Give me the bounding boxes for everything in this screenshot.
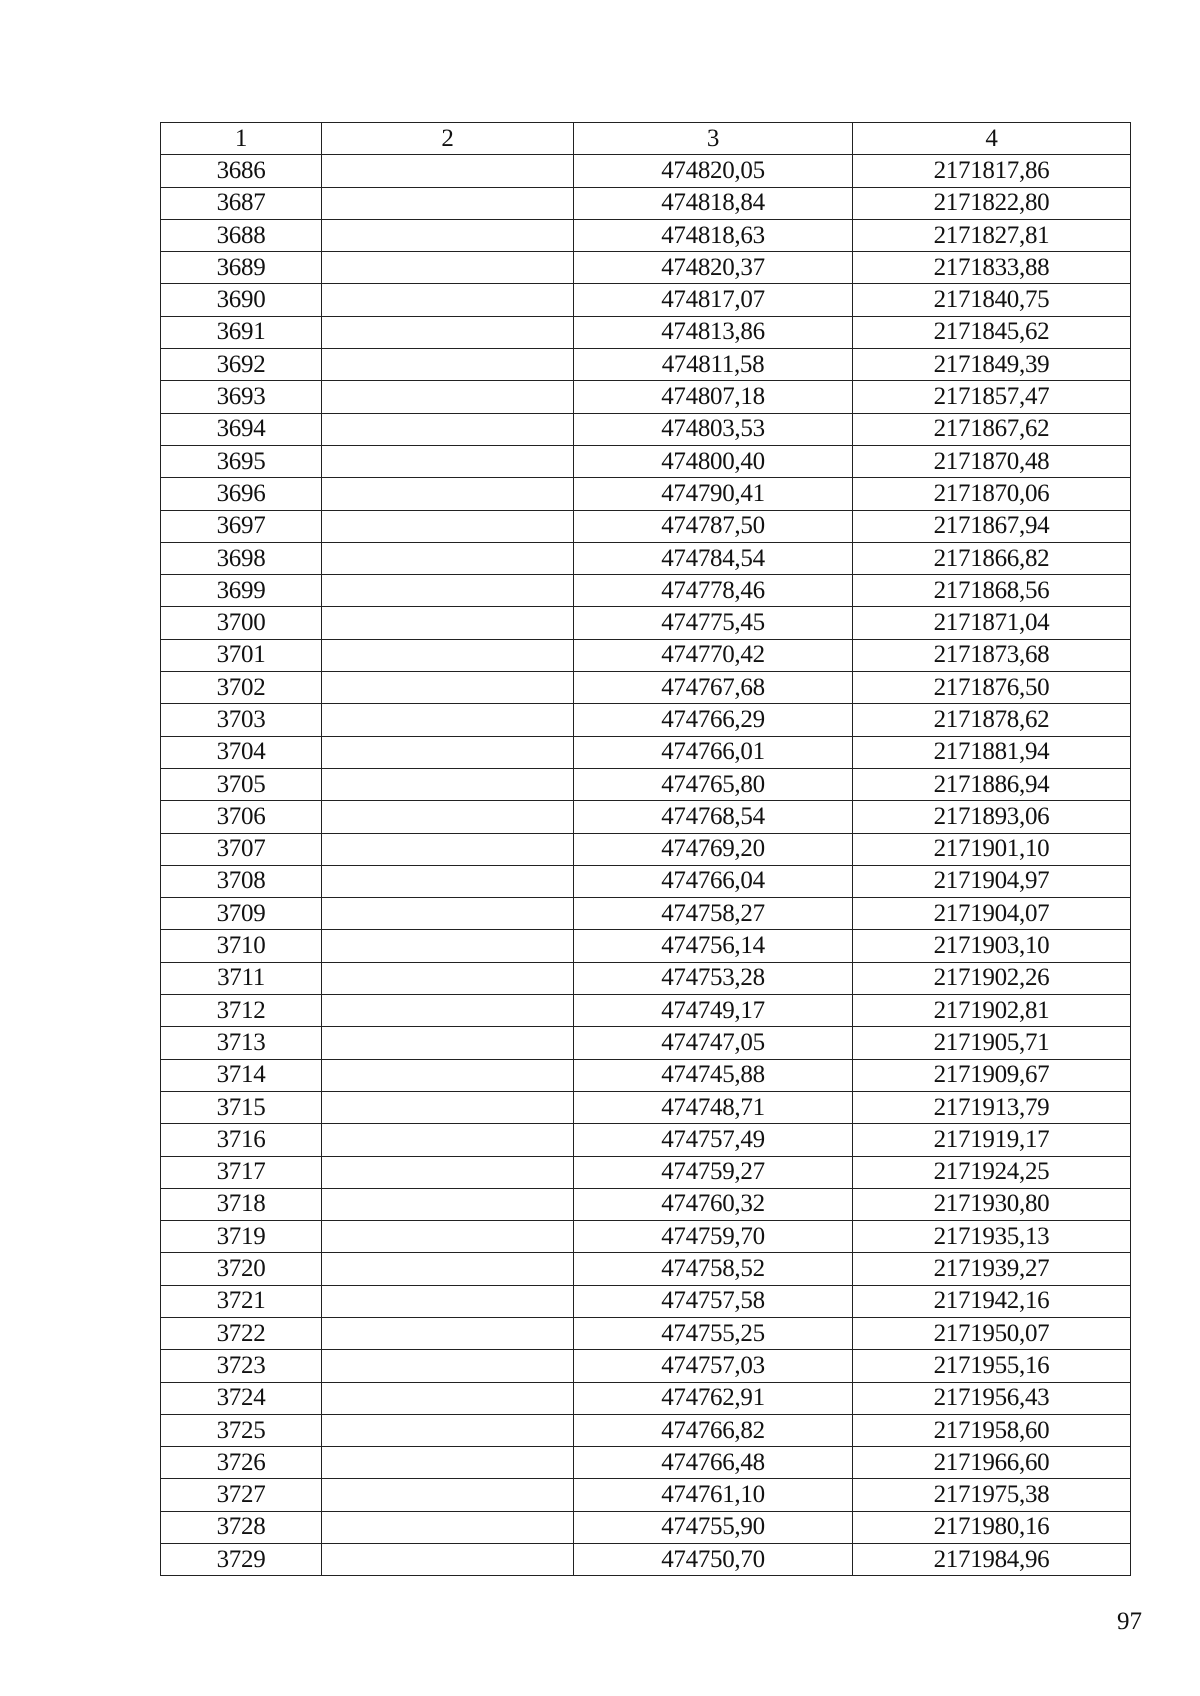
point-number-cell: 3701 [161, 639, 322, 671]
y-coordinate-cell: 2171955,16 [853, 1350, 1131, 1382]
x-coordinate-cell: 474767,68 [574, 672, 853, 704]
point-number-cell: 3697 [161, 510, 322, 542]
point-number-cell: 3702 [161, 672, 322, 704]
y-coordinate-cell: 2171893,06 [853, 801, 1131, 833]
x-coordinate-cell: 474811,58 [574, 349, 853, 381]
empty-cell [322, 607, 574, 639]
table-row [161, 413, 1131, 445]
point-number-cell: 3687 [161, 187, 322, 219]
y-coordinate-cell: 2171975,38 [853, 1479, 1131, 1511]
empty-cell [322, 413, 574, 445]
point-number-cell: 3694 [161, 413, 322, 445]
column-header-4: 4 [853, 123, 1131, 155]
empty-cell [322, 1350, 574, 1382]
table-row [161, 1414, 1131, 1446]
table-header-row [161, 123, 1131, 155]
y-coordinate-cell: 2171958,60 [853, 1414, 1131, 1446]
x-coordinate-cell: 474755,25 [574, 1317, 853, 1349]
point-number-cell: 3727 [161, 1479, 322, 1511]
x-coordinate-cell: 474759,27 [574, 1156, 853, 1188]
table-row [161, 219, 1131, 251]
y-coordinate-cell: 2171867,94 [853, 510, 1131, 542]
y-coordinate-cell: 2171868,56 [853, 575, 1131, 607]
empty-cell [322, 865, 574, 897]
table-row [161, 252, 1131, 284]
point-number-cell: 3714 [161, 1059, 322, 1091]
x-coordinate-cell: 474758,52 [574, 1253, 853, 1285]
table-row [161, 1027, 1131, 1059]
point-number-cell: 3717 [161, 1156, 322, 1188]
empty-cell [322, 381, 574, 413]
empty-cell [322, 1285, 574, 1317]
point-number-cell: 3710 [161, 930, 322, 962]
point-number-cell: 3699 [161, 575, 322, 607]
x-coordinate-cell: 474745,88 [574, 1059, 853, 1091]
empty-cell [322, 1027, 574, 1059]
x-coordinate-cell: 474813,86 [574, 316, 853, 348]
empty-cell [322, 478, 574, 510]
empty-cell [322, 316, 574, 348]
x-coordinate-cell: 474758,27 [574, 898, 853, 930]
point-number-cell: 3723 [161, 1350, 322, 1382]
x-coordinate-cell: 474757,03 [574, 1350, 853, 1382]
y-coordinate-cell: 2171904,07 [853, 898, 1131, 930]
y-coordinate-cell: 2171950,07 [853, 1317, 1131, 1349]
y-coordinate-cell: 2171939,27 [853, 1253, 1131, 1285]
x-coordinate-cell: 474749,17 [574, 995, 853, 1027]
point-number-cell: 3721 [161, 1285, 322, 1317]
y-coordinate-cell: 2171867,62 [853, 413, 1131, 445]
empty-cell [322, 1059, 574, 1091]
table-row [161, 1285, 1131, 1317]
table-row [161, 736, 1131, 768]
y-coordinate-cell: 2171913,79 [853, 1091, 1131, 1123]
x-coordinate-cell: 474800,40 [574, 445, 853, 477]
x-coordinate-cell: 474753,28 [574, 962, 853, 994]
x-coordinate-cell: 474778,46 [574, 575, 853, 607]
x-coordinate-cell: 474748,71 [574, 1091, 853, 1123]
empty-cell [322, 284, 574, 316]
empty-cell [322, 930, 574, 962]
empty-cell [322, 1447, 574, 1479]
table-row [161, 155, 1131, 187]
x-coordinate-cell: 474807,18 [574, 381, 853, 413]
table-row [161, 1479, 1131, 1511]
x-coordinate-cell: 474803,53 [574, 413, 853, 445]
point-number-cell: 3728 [161, 1511, 322, 1543]
y-coordinate-cell: 2171870,48 [853, 445, 1131, 477]
y-coordinate-cell: 2171902,81 [853, 995, 1131, 1027]
empty-cell [322, 1188, 574, 1220]
table-row [161, 801, 1131, 833]
point-number-cell: 3706 [161, 801, 322, 833]
y-coordinate-cell: 2171878,62 [853, 704, 1131, 736]
x-coordinate-cell: 474761,10 [574, 1479, 853, 1511]
y-coordinate-cell: 2171919,17 [853, 1124, 1131, 1156]
empty-cell [322, 1382, 574, 1414]
empty-cell [322, 155, 574, 187]
y-coordinate-cell: 2171881,94 [853, 736, 1131, 768]
empty-cell [322, 1479, 574, 1511]
x-coordinate-cell: 474784,54 [574, 542, 853, 574]
y-coordinate-cell: 2171873,68 [853, 639, 1131, 671]
point-number-cell: 3704 [161, 736, 322, 768]
point-number-cell: 3703 [161, 704, 322, 736]
empty-cell [322, 349, 574, 381]
table-row [161, 381, 1131, 413]
table-row [161, 995, 1131, 1027]
column-header-1: 1 [161, 123, 322, 155]
empty-cell [322, 1124, 574, 1156]
y-coordinate-cell: 2171833,88 [853, 252, 1131, 284]
empty-cell [322, 736, 574, 768]
point-number-cell: 3705 [161, 768, 322, 800]
y-coordinate-cell: 2171956,43 [853, 1382, 1131, 1414]
point-number-cell: 3720 [161, 1253, 322, 1285]
point-number-cell: 3696 [161, 478, 322, 510]
table-row [161, 1511, 1131, 1543]
empty-cell [322, 672, 574, 704]
y-coordinate-cell: 2171886,94 [853, 768, 1131, 800]
y-coordinate-cell: 2171980,16 [853, 1511, 1131, 1543]
table-row [161, 316, 1131, 348]
empty-cell [322, 639, 574, 671]
x-coordinate-cell: 474770,42 [574, 639, 853, 671]
x-coordinate-cell: 474818,84 [574, 187, 853, 219]
y-coordinate-cell: 2171902,26 [853, 962, 1131, 994]
y-coordinate-cell: 2171817,86 [853, 155, 1131, 187]
point-number-cell: 3726 [161, 1447, 322, 1479]
empty-cell [322, 575, 574, 607]
x-coordinate-cell: 474760,32 [574, 1188, 853, 1220]
y-coordinate-cell: 2171966,60 [853, 1447, 1131, 1479]
point-number-cell: 3700 [161, 607, 322, 639]
table-row [161, 349, 1131, 381]
empty-cell [322, 252, 574, 284]
point-number-cell: 3692 [161, 349, 322, 381]
y-coordinate-cell: 2171849,39 [853, 349, 1131, 381]
y-coordinate-cell: 2171930,80 [853, 1188, 1131, 1220]
empty-cell [322, 768, 574, 800]
y-coordinate-cell: 2171870,06 [853, 478, 1131, 510]
table-row [161, 1059, 1131, 1091]
table-row [161, 1253, 1131, 1285]
table-row [161, 930, 1131, 962]
table-row [161, 1221, 1131, 1253]
point-number-cell: 3722 [161, 1317, 322, 1349]
table-body [161, 123, 1131, 1576]
empty-cell [322, 1317, 574, 1349]
y-coordinate-cell: 2171984,96 [853, 1544, 1131, 1576]
point-number-cell: 3709 [161, 898, 322, 930]
column-header-3: 3 [574, 123, 853, 155]
empty-cell [322, 510, 574, 542]
y-coordinate-cell: 2171857,47 [853, 381, 1131, 413]
empty-cell [322, 1156, 574, 1188]
x-coordinate-cell: 474757,58 [574, 1285, 853, 1317]
empty-cell [322, 445, 574, 477]
x-coordinate-cell: 474759,70 [574, 1221, 853, 1253]
point-number-cell: 3698 [161, 542, 322, 574]
x-coordinate-cell: 474765,80 [574, 768, 853, 800]
x-coordinate-cell: 474766,01 [574, 736, 853, 768]
x-coordinate-cell: 474818,63 [574, 219, 853, 251]
table-row [161, 1544, 1131, 1576]
table-row [161, 1156, 1131, 1188]
y-coordinate-cell: 2171924,25 [853, 1156, 1131, 1188]
table-row [161, 768, 1131, 800]
x-coordinate-cell: 474766,48 [574, 1447, 853, 1479]
x-coordinate-cell: 474747,05 [574, 1027, 853, 1059]
table-row [161, 1091, 1131, 1123]
x-coordinate-cell: 474756,14 [574, 930, 853, 962]
empty-cell [322, 1511, 574, 1543]
x-coordinate-cell: 474766,29 [574, 704, 853, 736]
x-coordinate-cell: 474820,05 [574, 155, 853, 187]
table-row [161, 510, 1131, 542]
point-number-cell: 3707 [161, 833, 322, 865]
empty-cell [322, 704, 574, 736]
point-number-cell: 3688 [161, 219, 322, 251]
x-coordinate-cell: 474769,20 [574, 833, 853, 865]
x-coordinate-cell: 474755,90 [574, 1511, 853, 1543]
empty-cell [322, 187, 574, 219]
empty-cell [322, 1414, 574, 1446]
table-row [161, 478, 1131, 510]
table-row [161, 704, 1131, 736]
x-coordinate-cell: 474775,45 [574, 607, 853, 639]
empty-cell [322, 542, 574, 574]
x-coordinate-cell: 474817,07 [574, 284, 853, 316]
table-row [161, 1447, 1131, 1479]
table-row [161, 445, 1131, 477]
x-coordinate-cell: 474762,91 [574, 1382, 853, 1414]
point-number-cell: 3715 [161, 1091, 322, 1123]
y-coordinate-cell: 2171905,71 [853, 1027, 1131, 1059]
table-row [161, 639, 1131, 671]
table-row [161, 187, 1131, 219]
y-coordinate-cell: 2171904,97 [853, 865, 1131, 897]
empty-cell [322, 962, 574, 994]
table-row [161, 284, 1131, 316]
empty-cell [322, 1221, 574, 1253]
point-number-cell: 3689 [161, 252, 322, 284]
table-row [161, 1317, 1131, 1349]
y-coordinate-cell: 2171845,62 [853, 316, 1131, 348]
table-row [161, 672, 1131, 704]
y-coordinate-cell: 2171827,81 [853, 219, 1131, 251]
x-coordinate-cell: 474757,49 [574, 1124, 853, 1156]
x-coordinate-cell: 474766,82 [574, 1414, 853, 1446]
y-coordinate-cell: 2171942,16 [853, 1285, 1131, 1317]
point-number-cell: 3716 [161, 1124, 322, 1156]
point-number-cell: 3718 [161, 1188, 322, 1220]
y-coordinate-cell: 2171840,75 [853, 284, 1131, 316]
y-coordinate-cell: 2171876,50 [853, 672, 1131, 704]
point-number-cell: 3708 [161, 865, 322, 897]
point-number-cell: 3725 [161, 1414, 322, 1446]
y-coordinate-cell: 2171935,13 [853, 1221, 1131, 1253]
point-number-cell: 3724 [161, 1382, 322, 1414]
point-number-cell: 3711 [161, 962, 322, 994]
y-coordinate-cell: 2171871,04 [853, 607, 1131, 639]
point-number-cell: 3690 [161, 284, 322, 316]
table-row [161, 898, 1131, 930]
empty-cell [322, 1544, 574, 1576]
table-row [161, 1350, 1131, 1382]
coordinates-table [160, 122, 1131, 1576]
point-number-cell: 3712 [161, 995, 322, 1027]
x-coordinate-cell: 474768,54 [574, 801, 853, 833]
table-row [161, 1188, 1131, 1220]
table-row [161, 1382, 1131, 1414]
point-number-cell: 3695 [161, 445, 322, 477]
point-number-cell: 3691 [161, 316, 322, 348]
empty-cell [322, 801, 574, 833]
table-row [161, 575, 1131, 607]
table-row [161, 962, 1131, 994]
column-header-2: 2 [322, 123, 574, 155]
point-number-cell: 3719 [161, 1221, 322, 1253]
point-number-cell: 3729 [161, 1544, 322, 1576]
page-number: 97 [1117, 1608, 1142, 1635]
point-number-cell: 3713 [161, 1027, 322, 1059]
y-coordinate-cell: 2171866,82 [853, 542, 1131, 574]
table-row [161, 1124, 1131, 1156]
x-coordinate-cell: 474820,37 [574, 252, 853, 284]
table-row [161, 542, 1131, 574]
point-number-cell: 3693 [161, 381, 322, 413]
empty-cell [322, 1091, 574, 1123]
empty-cell [322, 219, 574, 251]
table-row [161, 865, 1131, 897]
empty-cell [322, 898, 574, 930]
empty-cell [322, 995, 574, 1027]
empty-cell [322, 1253, 574, 1285]
x-coordinate-cell: 474787,50 [574, 510, 853, 542]
table-row [161, 607, 1131, 639]
empty-cell [322, 833, 574, 865]
x-coordinate-cell: 474766,04 [574, 865, 853, 897]
x-coordinate-cell: 474790,41 [574, 478, 853, 510]
y-coordinate-cell: 2171903,10 [853, 930, 1131, 962]
y-coordinate-cell: 2171901,10 [853, 833, 1131, 865]
y-coordinate-cell: 2171822,80 [853, 187, 1131, 219]
y-coordinate-cell: 2171909,67 [853, 1059, 1131, 1091]
x-coordinate-cell: 474750,70 [574, 1544, 853, 1576]
table-row [161, 833, 1131, 865]
point-number-cell: 3686 [161, 155, 322, 187]
